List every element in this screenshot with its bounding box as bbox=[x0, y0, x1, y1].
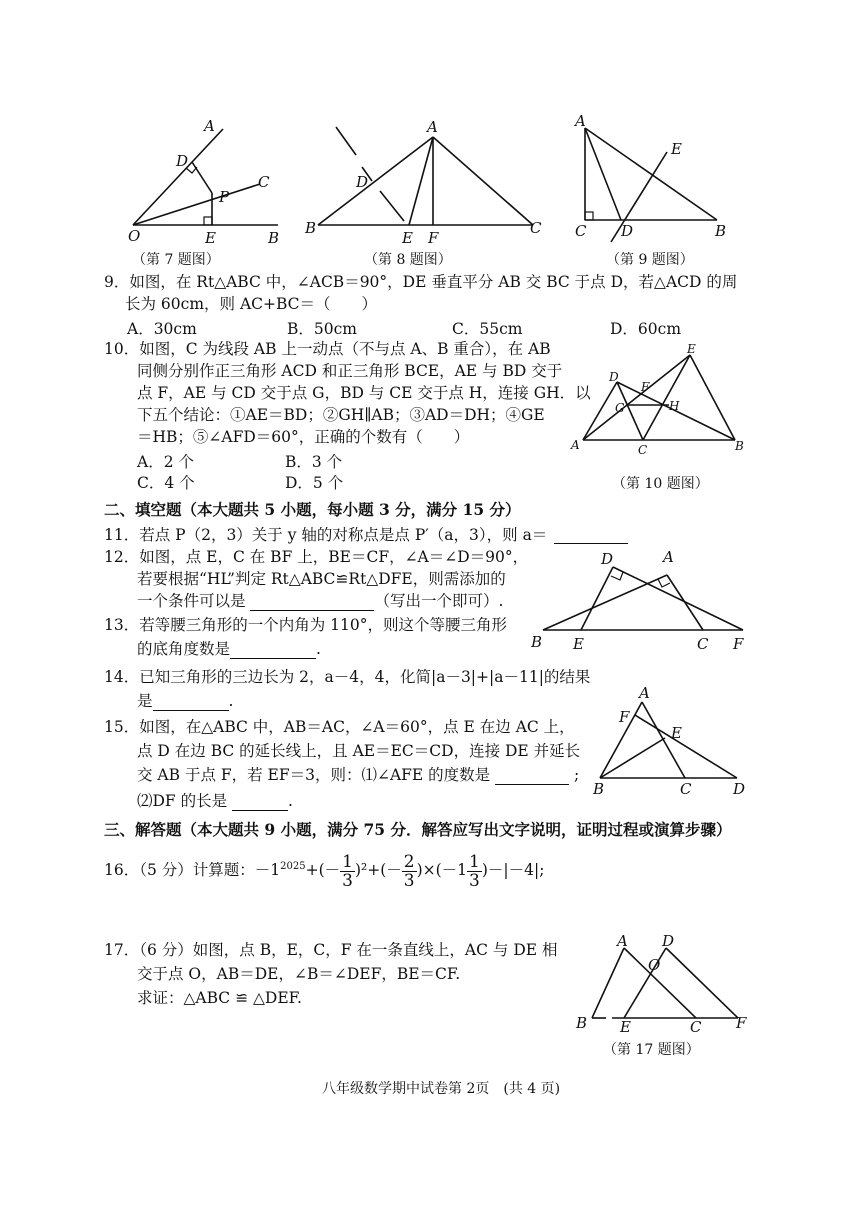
q9-line1: 9．如图，在 Rt△ABC 中，∠ACB＝90°，DE 垂直平分 AB 交 BC 于点 D，若△ACD 的周 bbox=[104, 273, 738, 291]
q10-line1: 10．如图，C 为线段 AB 上一动点（不与点 A、B 重合），在 AB bbox=[104, 340, 551, 358]
q9-option-a: A．30cm bbox=[127, 320, 197, 338]
page-footer: 八年级数学期中试卷第 2页 (共 4 页) bbox=[322, 1081, 561, 1097]
fig8-caption: （第 8 题图） bbox=[364, 252, 452, 268]
q12-line3 bbox=[137, 591, 503, 611]
q16-fraction-1-den: 3 bbox=[342, 870, 353, 891]
q10-line4: 下五个结论：①AE＝BD；②GH∥AB；③AD＝DH；④GE bbox=[137, 406, 545, 424]
fig10-label-G: G bbox=[615, 401, 625, 415]
fig17-label-C: C bbox=[690, 1018, 702, 1036]
q10-option-d: D．5 个 bbox=[285, 474, 344, 492]
fig12-label-F: F bbox=[733, 635, 744, 653]
fig8-label-B: B bbox=[305, 219, 317, 237]
q15-answer-blank-1[interactable] bbox=[495, 768, 569, 785]
fig15-label-A: A bbox=[639, 684, 650, 702]
q12-line1: 12．如图，点 E，C 在 BF 上，BE＝CF，∠A＝∠D＝90°， bbox=[104, 548, 529, 566]
q10-line5: ＝HB；⑤∠AFD＝60°，正确的个数有（ ） bbox=[137, 428, 470, 446]
fig17-label-B: B bbox=[576, 1014, 588, 1032]
fig7-label-E: E bbox=[205, 229, 216, 247]
q9-option-b: B．50cm bbox=[287, 320, 357, 338]
q12-line3-text-b: （写出一个即可）. bbox=[374, 592, 504, 610]
fig9-label-C: C bbox=[575, 222, 587, 240]
section2-heading: 二、填空题（本大题共 5 小题，每小题 3 分，满分 15 分） bbox=[104, 500, 521, 519]
q14-line1: 14．已知三角形的三边长为 2，a－4，4，化简|a－3|+|a－11|的结果 bbox=[104, 668, 591, 686]
q15-line4: ⑵DF 的长是 bbox=[137, 792, 228, 810]
q15-line2: 点 D 在边 BC 的延长线上，且 AE＝EC＝CD，连接 DE 并延长 bbox=[137, 742, 581, 760]
q15-line3-wrap bbox=[137, 765, 579, 785]
fig7-label-B: B bbox=[268, 229, 280, 247]
q16-prefix: 16．（5 分）计算题： bbox=[104, 861, 255, 880]
figure-9 bbox=[565, 110, 735, 250]
q16-fraction-3-den: 3 bbox=[469, 870, 480, 891]
fig15-label-F: F bbox=[619, 708, 630, 726]
q16-term-e: )－|－4|; bbox=[481, 861, 545, 880]
q17-line3: 求证：△ABC ≌ △DEF. bbox=[137, 989, 302, 1007]
q11-text: 11．若点 P（2，3）关于 y 轴的对称点是点 P′（a，3），则 a＝ bbox=[104, 526, 548, 544]
fig8-label-F: F bbox=[428, 229, 439, 247]
q15-line3: 交 AB 于点 F，若 EF＝3，则：⑴∠AFE 的度数是 bbox=[137, 766, 491, 784]
q16-fraction-2 bbox=[402, 853, 417, 890]
q16-term-d: )×(－1 bbox=[416, 861, 468, 880]
q16-fraction-3 bbox=[467, 853, 482, 890]
q10-line2: 同侧分别作正三角形 ACD 和正三角形 BCE，AE 与 BD 交于 bbox=[137, 362, 563, 380]
fig9-label-E: E bbox=[671, 140, 682, 158]
figure-17 bbox=[570, 930, 755, 1040]
fig7-label-C: C bbox=[258, 173, 270, 191]
q10-option-b: B．3 个 bbox=[285, 453, 343, 471]
fig7-label-O: O bbox=[128, 227, 141, 245]
q10-option-a: A．2 个 bbox=[137, 453, 194, 471]
q16-term-c: )²+(－ bbox=[354, 861, 402, 880]
fig17-label-F: F bbox=[736, 1014, 747, 1032]
fig10-label-E: E bbox=[687, 342, 696, 356]
fig10-label-C: C bbox=[638, 443, 648, 457]
figure-10 bbox=[565, 340, 750, 465]
q16-fraction-1 bbox=[340, 853, 355, 890]
fig8-label-C: C bbox=[530, 219, 542, 237]
fig12-label-C: C bbox=[697, 635, 709, 653]
q13-line2-wrap bbox=[137, 639, 321, 659]
fig12-label-A: A bbox=[663, 548, 674, 566]
fig17-label-E: E bbox=[620, 1018, 631, 1036]
q16-fraction-2-den: 3 bbox=[403, 870, 415, 891]
q11-answer-blank[interactable] bbox=[554, 543, 628, 544]
section3-heading: 三、解答题（本大题共 9 小题，满分 75 分．解答应写出文字说明，证明过程或演算步骤） bbox=[104, 820, 732, 839]
fig10-caption: （第 10 题图） bbox=[612, 476, 709, 492]
q9-option-c: C．55cm bbox=[452, 320, 523, 338]
q16-term-b: +(－ bbox=[305, 861, 341, 880]
q12-line2: 若要根据“HL”判定 Rt△ABC≌Rt△DFE，则需添加的 bbox=[137, 570, 506, 588]
figure-12 bbox=[525, 545, 757, 653]
fig8-label-D: D bbox=[356, 173, 369, 191]
fig15-label-D: D bbox=[733, 780, 746, 798]
q16-exponent: 2025 bbox=[280, 861, 306, 872]
q17-line1: 17．（6 分）如图，点 B，E，C，F 在一条直线上，AC 与 DE 相 bbox=[104, 941, 558, 959]
fig7-label-D: D bbox=[176, 152, 189, 170]
q12-answer-blank[interactable] bbox=[250, 594, 374, 611]
q15-line4-wrap bbox=[137, 791, 293, 811]
q14-line2-wrap bbox=[137, 691, 233, 711]
q9-line2: 长为 60cm，则 AC+BC＝（ ） bbox=[125, 295, 378, 313]
fig8-label-E: E bbox=[402, 229, 413, 247]
figure-7 bbox=[120, 115, 295, 250]
fig9-label-D: D bbox=[621, 222, 634, 240]
q9-option-d: D．60cm bbox=[610, 320, 682, 338]
q10-option-c: C．4 个 bbox=[137, 474, 195, 492]
fig7-label-P: P bbox=[219, 188, 230, 206]
fig7-label-A: A bbox=[204, 117, 215, 135]
q17-line2: 交于点 O，AB＝DE，∠B＝∠DEF，BE＝CF. bbox=[137, 965, 461, 983]
q14-answer-blank[interactable] bbox=[153, 694, 229, 711]
q15-semicolon: ; bbox=[569, 766, 580, 784]
fig17-label-D: D bbox=[662, 932, 675, 950]
fig12-label-E: E bbox=[573, 635, 584, 653]
q13-line1: 13．若等腰三角形的一个内角为 110°，则这个等腰三角形 bbox=[104, 616, 507, 634]
fig12-label-D: D bbox=[601, 550, 614, 568]
fig10-label-H: H bbox=[669, 399, 680, 413]
fig15-label-B: B bbox=[593, 780, 605, 798]
figure-8 bbox=[300, 115, 550, 250]
fig10-label-A: A bbox=[571, 438, 580, 452]
q14-line2: 是 bbox=[137, 692, 153, 710]
fig15-label-E: E bbox=[671, 724, 682, 742]
q13-period: . bbox=[316, 640, 321, 658]
fig17-caption: （第 17 题图） bbox=[603, 1042, 700, 1058]
q16-fraction-3-num: 1 bbox=[469, 851, 480, 872]
fig17-label-A: A bbox=[617, 932, 628, 950]
fig17-label-O: O bbox=[648, 956, 661, 974]
fig12-label-B: B bbox=[531, 633, 543, 651]
q10-line3: 点 F，AE 与 CD 交于点 G，BD 与 CE 交于点 H，连接 GH．以 bbox=[137, 384, 591, 402]
fig9-caption: （第 9 题图） bbox=[606, 252, 694, 268]
fig9-label-A: A bbox=[575, 112, 586, 130]
q15-period: . bbox=[288, 792, 293, 810]
q16-fraction-2-num: 2 bbox=[403, 851, 415, 872]
q12-line3-text-a: 一个条件可以是 bbox=[137, 592, 251, 610]
q14-period: . bbox=[228, 692, 234, 710]
fig15-label-C: C bbox=[680, 780, 692, 798]
q16-fraction-1-num: 1 bbox=[342, 851, 353, 872]
q15-line1: 15．如图，在△ABC 中，AB＝AC，∠A＝60°，点 E 在边 AC 上， bbox=[104, 718, 575, 736]
fig10-label-D: D bbox=[609, 370, 619, 384]
q16-expression bbox=[104, 846, 544, 891]
fig10-label-B: B bbox=[735, 439, 744, 453]
fig8-label-A: A bbox=[427, 118, 438, 136]
figure-15 bbox=[585, 680, 755, 802]
fig10-label-F: F bbox=[641, 380, 650, 394]
q13-answer-blank[interactable] bbox=[230, 642, 316, 659]
q15-answer-blank-2[interactable] bbox=[232, 794, 288, 811]
q16-term-a: －1 bbox=[254, 861, 281, 880]
fig7-caption: （第 7 题图） bbox=[132, 252, 220, 268]
fig9-label-B: B bbox=[715, 222, 727, 240]
q13-line2: 的底角度数是 bbox=[137, 640, 231, 658]
